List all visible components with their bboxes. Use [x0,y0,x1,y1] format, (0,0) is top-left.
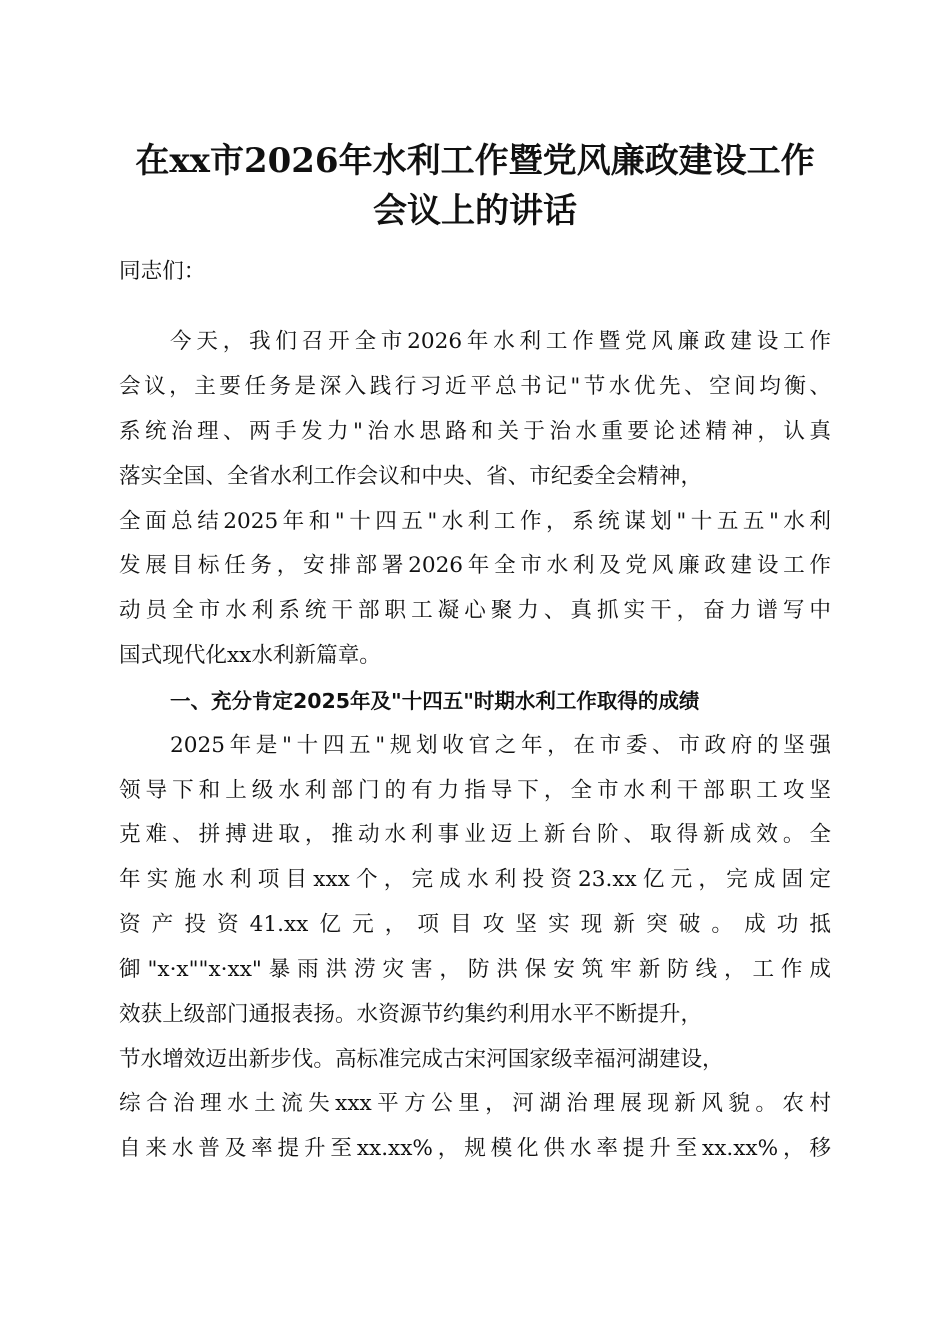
paragraph-1-line-6: 发展目标任务，安排部署2026年全市水利及党风廉政建设工作 [119,553,831,578]
paragraph-2-line-10: 自来水普及率提升至xx.xx%，规模化供水率提升至xx.xx%，移 [119,1136,831,1161]
paragraph-2-line-2: 领导下和上级水利部门的有力指导下，全市水利干部职工攻坚 [119,778,831,803]
paragraph-2-line-5: 资产投资41.xx亿元，项目攻坚实现新突破。成功抵 [119,912,831,937]
paragraph-1-line-2: 会议，主要任务是深入践行习近平总书记"节水优先、空间均衡、 [119,374,831,399]
section-1-heading: 一、充分肯定2025年及"十四五"时期水利工作取得的成绩 [170,689,700,713]
document-title-line-1: 在xx市2026年水利工作暨党风廉政建设工作 [135,141,815,181]
paragraph-1-line-1: 今天，我们召开全市2026年水利工作暨党风廉政建设工作 [170,329,831,354]
paragraph-2-line-6: 御"x·x""x·xx"暴雨洪涝灾害，防洪保安筑牢新防线，工作成 [119,957,831,982]
paragraph-2-line-3: 克难、拼搏进取，推动水利事业迈上新台阶、取得新成效。全 [119,822,831,847]
salutation: 同志们： [119,259,206,284]
paragraph-2-line-8: 节水增效迈出新步伐。高标准完成古宋河国家级幸福河湖建设， [119,1047,724,1072]
paragraph-2-line-1: 2025年是"十四五"规划收官之年，在市委、市政府的坚强 [170,733,831,758]
paragraph-1-line-4: 落实全国、全省水利工作会议和中央、省、市纪委全会精神， [119,464,703,489]
document-title-line-2: 会议上的讲话 [373,191,577,231]
paragraph-2-line-4: 年实施水利项目xxx个，完成水利投资23.xx亿元，完成固定 [119,867,831,892]
paragraph-1-line-8: 国式现代化xx水利新篇章。 [119,643,381,668]
paragraph-2-line-7: 效获上级部门通报表扬。水资源节约集约利用水平不断提升， [119,1002,703,1027]
paragraph-1-line-3: 系统治理、两手发力"治水思路和关于治水重要论述精神，认真 [119,419,831,444]
paragraph-2-line-9: 综合治理水土流失xxx平方公里，河湖治理展现新风貌。农村 [119,1091,831,1116]
paragraph-1-line-7: 动员全市水利系统干部职工凝心聚力、真抓实干，奋力谱写中 [119,598,831,623]
paragraph-1-line-5: 全面总结2025年和"十四五"水利工作，系统谋划"十五五"水利 [119,509,831,534]
